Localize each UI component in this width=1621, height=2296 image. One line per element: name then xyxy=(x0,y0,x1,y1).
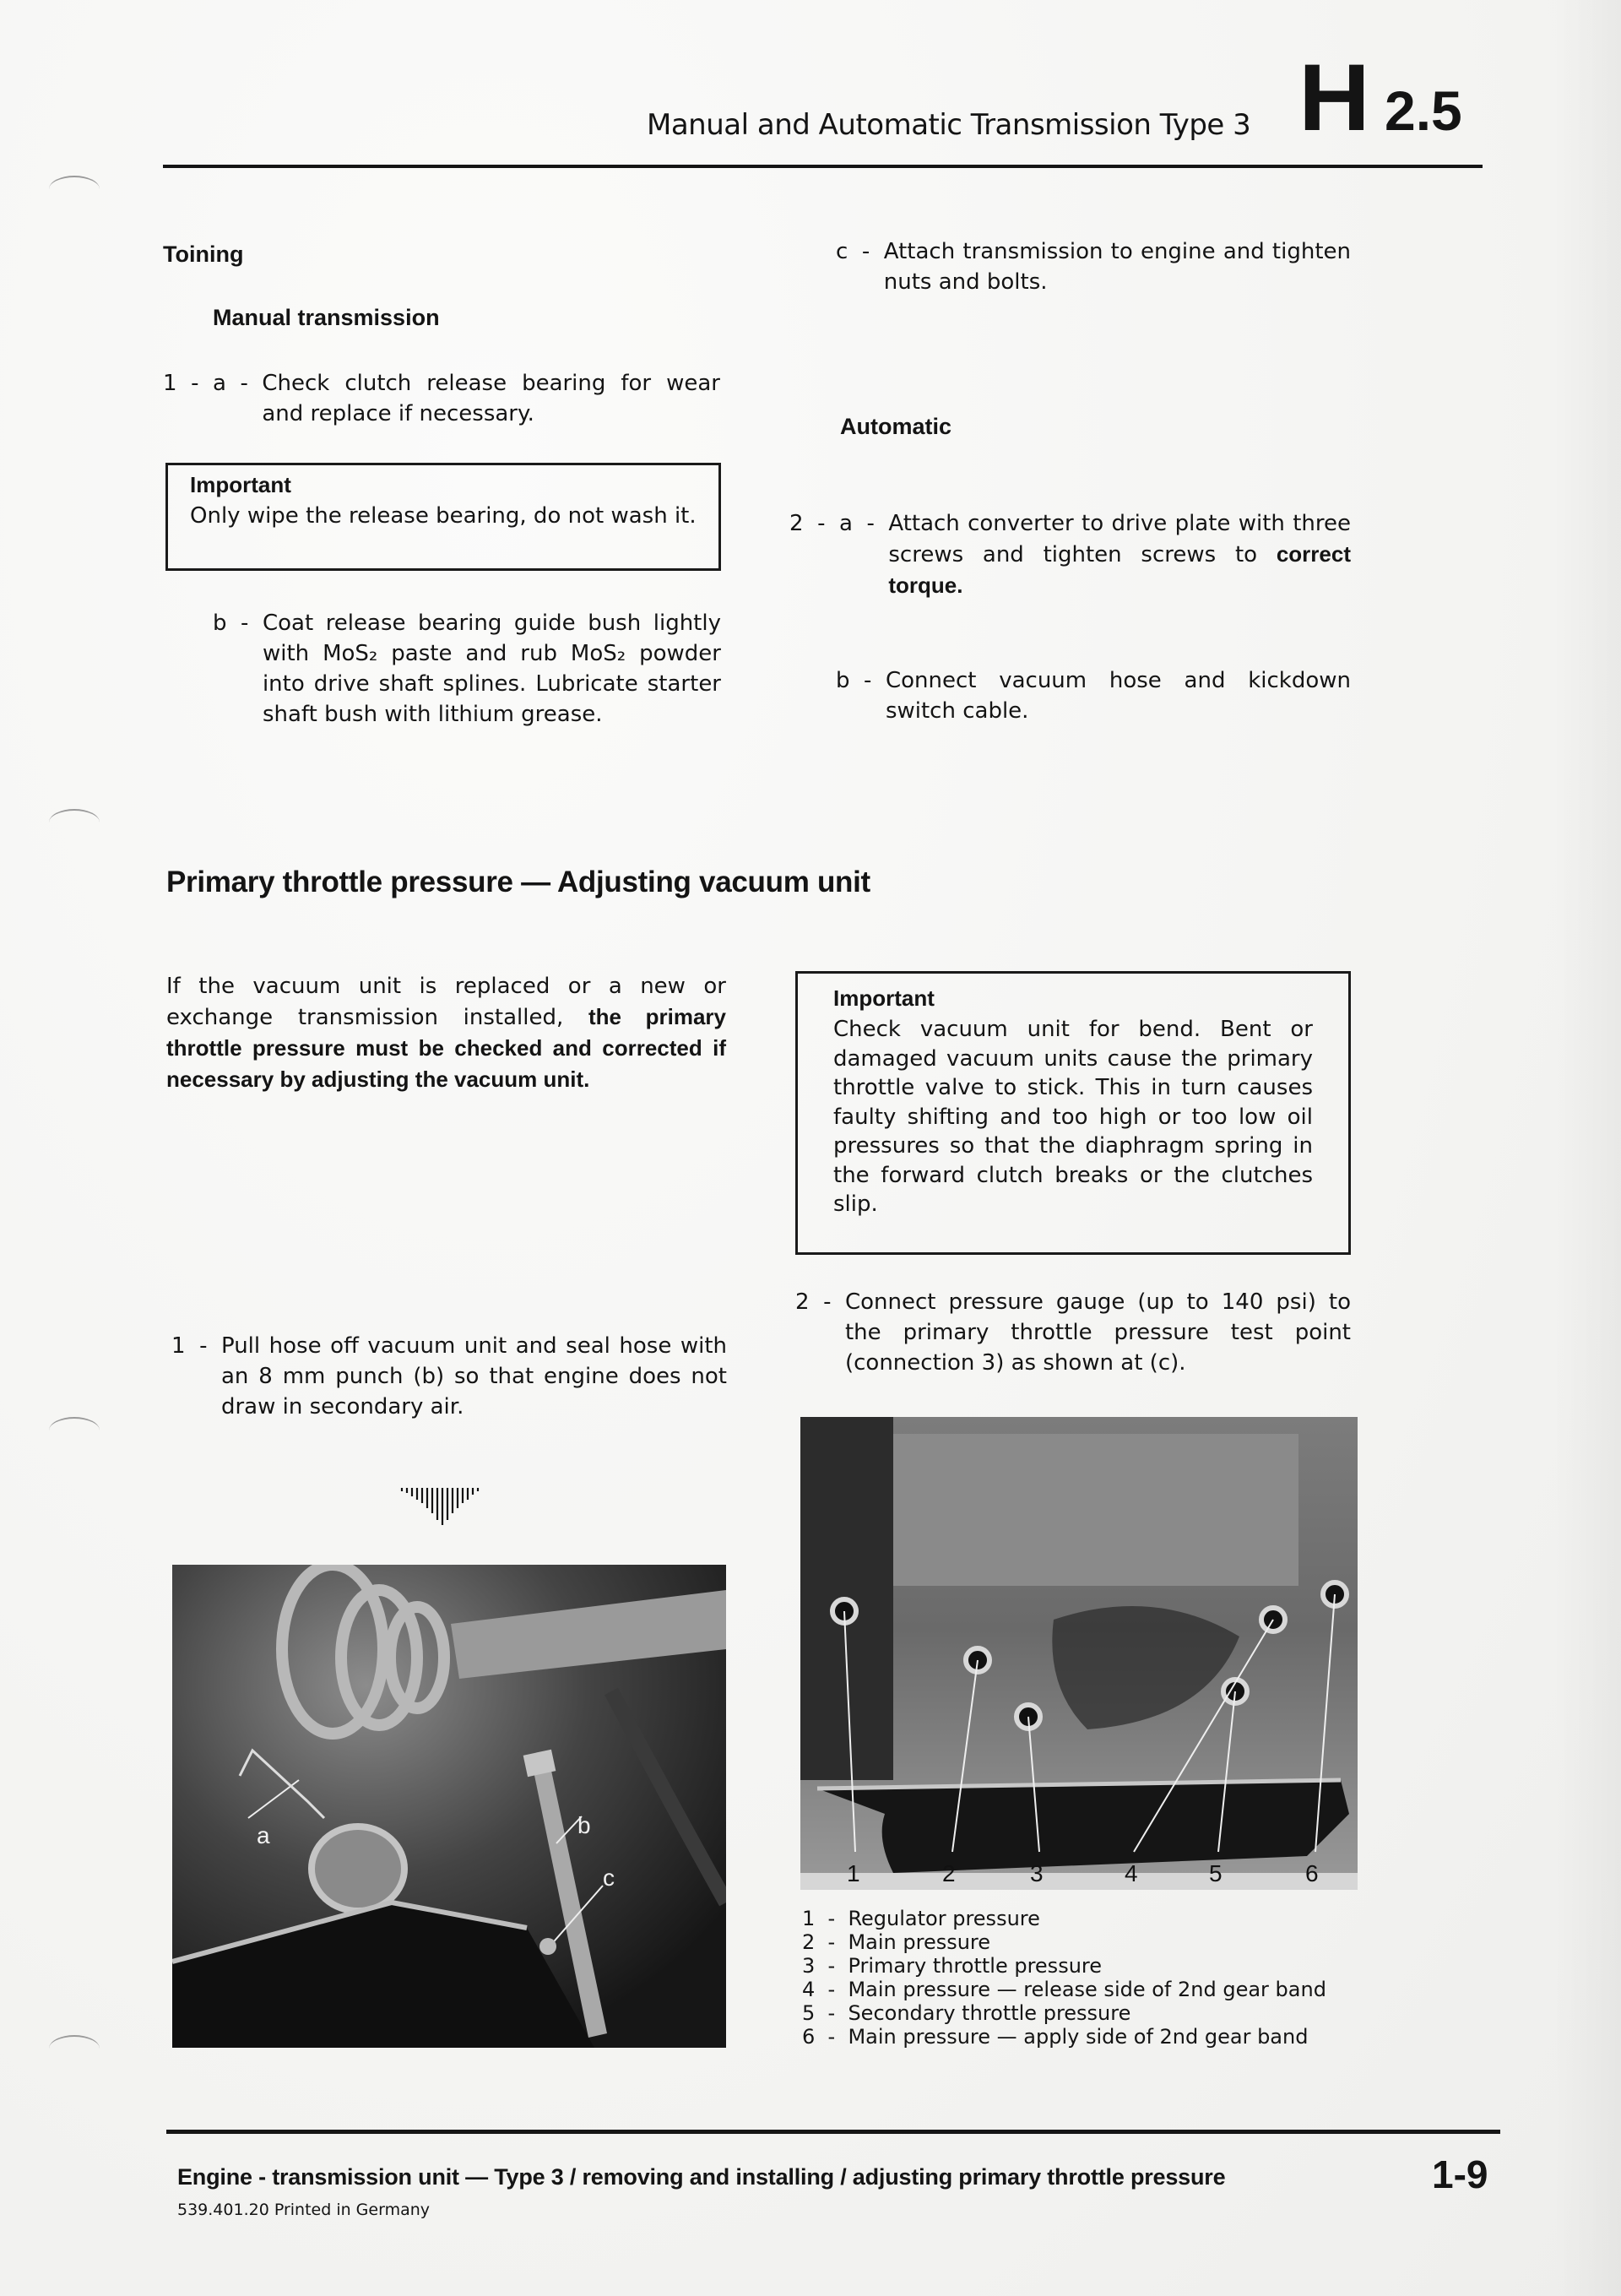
step-text: Connect vacuum hose and kickdown switch cable. xyxy=(885,668,1351,724)
test-point-legend xyxy=(802,1907,1326,2049)
legend-item: 1 - Regulator pressure xyxy=(802,1907,1040,1930)
footer-print-code: 539.401.20 Printed in Germany xyxy=(177,2201,431,2219)
page-number: 1-9 xyxy=(1432,2152,1488,2196)
step-1 xyxy=(171,1331,727,1422)
intro-text-emphasis: the primary throttle pressure must be checked and corrected if necessary by adjusting the vacuum unit. xyxy=(166,1004,726,1092)
step-text-emphasis: correct torque. xyxy=(888,541,1351,598)
step-label: b - xyxy=(836,668,886,693)
photo-pressure-test-points-graphic xyxy=(800,1417,1358,1890)
section-number: 2.5 xyxy=(1385,79,1462,142)
step-label: 2 - a - xyxy=(789,511,889,536)
legend-item: 3 - Primary throttle pressure xyxy=(802,1954,1103,1978)
step-text-plain: Attach converter to drive plate with three screws and tighten screws to xyxy=(888,511,1351,567)
step-text: Coat release bearing guide bush lightly with MoS₂ paste and rub MoS₂ powder into drive shaft splines. Lubricate starter shaft bush with lithium grease. xyxy=(262,611,721,727)
joining-heading: Toining xyxy=(163,242,244,267)
pointer-arrow-icon xyxy=(397,1486,490,1528)
section-letter: H xyxy=(1298,45,1370,150)
step-text: Connect pressure gauge (up to 140 psi) to the primary throttle pressure test point (connection 3) as shown at (c). xyxy=(844,1289,1351,1376)
footer-rule xyxy=(166,2130,1500,2134)
legend-item: 4 - Main pressure — release side of 2nd gear band xyxy=(802,1978,1326,2001)
step-label: 2 - xyxy=(795,1289,845,1315)
manual-transmission-heading: Manual transmission xyxy=(213,305,440,330)
header-title: Manual and Automatic Transmission Type 3 xyxy=(647,108,1251,142)
callout-1: 1 xyxy=(847,1860,860,1886)
callout-b: b xyxy=(577,1812,591,1838)
callout-5: 5 xyxy=(1209,1860,1223,1886)
photo-pressure-test-points xyxy=(800,1417,1358,1890)
callout-6: 6 xyxy=(1305,1860,1319,1886)
important-note-title: Important xyxy=(190,472,291,497)
step-label: c - xyxy=(836,239,884,264)
callout-3: 3 xyxy=(1030,1860,1044,1886)
callout-2: 2 xyxy=(942,1860,956,1886)
intro-paragraph xyxy=(166,971,726,1095)
step-1b xyxy=(213,608,721,730)
legend-item: 6 - Main pressure — apply side of 2nd gear band xyxy=(802,2025,1309,2049)
footer-title: Engine - transmission unit — Type 3 / removing and installing / adjusting primary throttle pressure xyxy=(177,2164,1226,2190)
important-note-box xyxy=(165,463,721,571)
punch-hole-mark xyxy=(49,809,100,836)
important-note-title: Important xyxy=(833,985,935,1011)
punch-hole-mark xyxy=(49,1417,100,1444)
page-edge-shadow xyxy=(1553,0,1621,2296)
punch-hole-mark xyxy=(49,2035,100,2062)
section-heading: Primary throttle pressure — Adjusting vacuum unit xyxy=(166,866,870,898)
header-rule xyxy=(163,165,1483,168)
step-text xyxy=(888,508,1351,601)
step-label: 1 - xyxy=(171,1333,221,1359)
step-text: Attach transmission to engine and tighten nuts and bolts. xyxy=(883,239,1351,295)
intro-text-plain: If the vacuum unit is replaced or a new or exchange transmission installed, xyxy=(166,974,726,1030)
step-2a xyxy=(789,508,1351,601)
callout-4: 4 xyxy=(1125,1860,1138,1886)
photo-vacuum-hose-punch xyxy=(172,1565,726,2048)
step-text: Check clutch release bearing for wear and replace if necessary. xyxy=(262,371,720,426)
step-label: 1 - a - xyxy=(163,371,263,396)
step-text: Pull hose off vacuum unit and seal hose with an 8 mm punch (b) so that engine does not draw in secondary air. xyxy=(220,1333,727,1419)
step-1c xyxy=(836,236,1351,297)
callout-a: a xyxy=(257,1822,270,1848)
step-2b xyxy=(836,665,1351,726)
photo-vacuum-hose-punch-graphic xyxy=(172,1565,726,2048)
step-2 xyxy=(795,1287,1351,1378)
important-note-box xyxy=(795,971,1351,1255)
step-1a xyxy=(163,368,720,429)
step-label: b - xyxy=(213,611,263,636)
callout-c: c xyxy=(603,1864,615,1891)
automatic-heading: Automatic xyxy=(840,414,952,439)
important-note-text: Only wipe the release bearing, do not wash it. xyxy=(190,503,697,529)
legend-item: 2 - Main pressure xyxy=(802,1930,991,1954)
legend-item: 5 - Secondary throttle pressure xyxy=(802,2001,1131,2025)
punch-hole-mark xyxy=(49,176,100,203)
important-note-text: Check vacuum unit for bend. Bent or damaged vacuum units cause the primary throttle valve to stick. This in turn causes faulty shifting and too high or too low oil pressures so that the diaphragm spring in the forward clutch breaks or the clutches slip. xyxy=(833,1017,1313,1217)
